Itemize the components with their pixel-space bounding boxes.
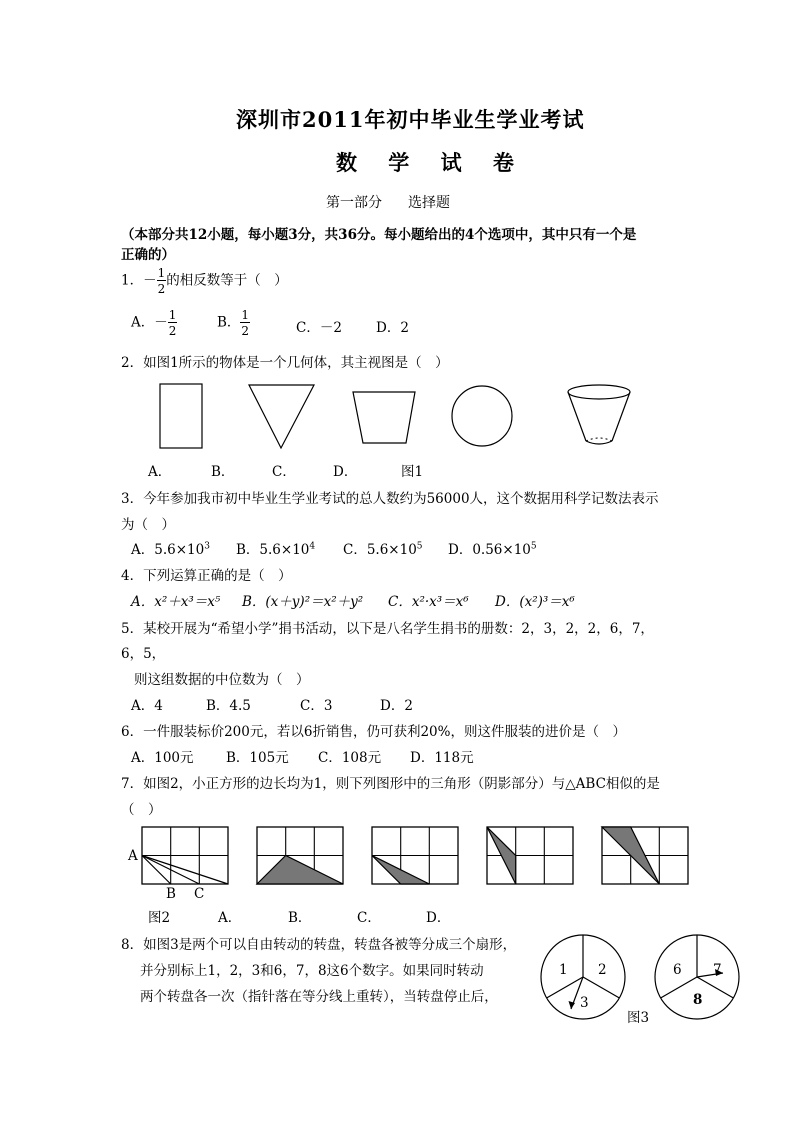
- q2-label-b: B．: [211, 464, 235, 480]
- q1-option-d: D．2: [376, 320, 409, 336]
- q1-opt-b-den: 2: [241, 324, 250, 338]
- q5-option-d: D．2: [380, 698, 413, 714]
- q1-opt-b-num: 1: [241, 308, 250, 322]
- q7-label-d: D．: [426, 910, 451, 926]
- part-type: 选择题: [408, 195, 450, 211]
- q3-opt-a-label: A．5.6×10: [131, 542, 205, 558]
- question-8-line1: 8．如图3是两个可以自由转动的转盘，转盘各被等分成三个扇形，: [121, 937, 517, 953]
- q6-option-b: B．105元: [226, 750, 289, 766]
- q4-option-b: B．(x＋y)²＝x²＋y²: [242, 594, 364, 610]
- q5-option-b: B．4.5: [206, 698, 251, 714]
- q6-option-c: C．108元: [318, 750, 382, 766]
- q1-opt-a-label: A．－: [131, 314, 168, 331]
- instructions-line1: （本部分共12小题，每小题3分，共36分。每小题给出的4个选项中，其中只有一个是: [121, 227, 637, 243]
- q7-point-b: B: [166, 886, 176, 902]
- q1-opt-a-den: 2: [168, 324, 177, 338]
- q7-figure-label: 图2: [148, 910, 171, 926]
- q1-minus: －: [143, 272, 157, 289]
- question-7-line1: 7．如图2，小正方形的边长均为1，则下列图形中的三角形（阴影部分）与△ABC相似的是: [121, 776, 660, 792]
- question-5-line1: 5．某校开展为“希望小学”捐书活动，以下是八名学生捐书的册数：2，3，2，2，6，7，: [121, 621, 654, 637]
- q5-option-a: A．4: [131, 698, 163, 714]
- q7-label-a: A．: [218, 910, 242, 926]
- q2-label-a: A．: [148, 464, 172, 480]
- instructions-line2: 正确的）: [121, 247, 175, 263]
- q5-option-c: C．3: [300, 698, 333, 714]
- question-5-line3: 则这组数据的中位数为（ ）: [134, 672, 310, 688]
- q3-opt-a-exp: 3: [204, 541, 210, 552]
- question-7-line2: （ ）: [121, 802, 162, 818]
- q1-text: 的相反数等于（ ）: [166, 272, 288, 289]
- q7-point-a: A: [128, 848, 138, 864]
- q6-option-d: D．118元: [410, 750, 474, 766]
- q3-opt-c-label: C．5.6×10: [343, 542, 417, 558]
- q3-opt-b-exp: 4: [309, 541, 316, 552]
- q4-option-a: A．x²＋x³＝x⁵: [131, 594, 221, 610]
- question-4: 4．下列运算正确的是（ ）: [121, 568, 292, 584]
- spinner-2-number-7: 7: [713, 962, 722, 978]
- question-8-line2: 并分别标上1，2，3和6，7，8这6个数字。如果同时转动: [140, 963, 484, 979]
- q3-opt-d-label: D．0.56×10: [448, 542, 531, 558]
- question-2: 2．如图1所示的物体是一个几何体，其主视图是（ ）: [121, 355, 449, 371]
- question-3-line2: 为（ ）: [121, 517, 175, 533]
- q8-figure-label: 图3: [627, 1010, 650, 1026]
- q7-label-b: B．: [288, 910, 312, 926]
- q7-point-c: C: [194, 886, 205, 902]
- part-name: 第一部分: [326, 195, 382, 211]
- q6-option-a: A．100元: [131, 750, 194, 766]
- exam-title: 深圳市2011年初中毕业生学业考试: [236, 107, 585, 132]
- q1-number: 1．: [121, 272, 144, 289]
- q1-opt-b-label: B．: [217, 314, 241, 331]
- q1-frac-den: 2: [157, 282, 166, 296]
- q2-figure-label: 图1: [401, 464, 424, 480]
- q1-opt-a-num: 1: [168, 308, 177, 322]
- spinner-1-number-3: 3: [580, 995, 589, 1011]
- question-3-line1: 3．今年参加我市初中毕业生学业考试的总人数约为56000人，这个数据用科学记数法表示: [121, 491, 659, 507]
- question-6: 6．一件服装标价200元，若以6折销售，仍可获利20%，则这件服装的进价是（ ）: [121, 724, 626, 740]
- q2-label-d: D．: [333, 464, 358, 480]
- q1-option-c: C．－2: [296, 320, 342, 336]
- q1-frac-num: 1: [157, 266, 166, 280]
- question-5-line2: 6，5，: [121, 646, 166, 662]
- spinner-2-number-6: 6: [673, 962, 682, 978]
- exam-subtitle: 数 学 试 卷: [336, 150, 526, 175]
- spinner-2-number-8: 8: [693, 992, 703, 1008]
- spinner-1-number-2: 2: [598, 962, 607, 978]
- q3-opt-b-label: B．5.6×10: [236, 542, 310, 558]
- q4-option-d: D．(x²)³＝x⁶: [495, 594, 575, 610]
- q7-label-c: C．: [357, 910, 381, 926]
- spinner-1-number-1: 1: [559, 962, 568, 978]
- q4-option-c: C．x²·x³＝x⁶: [388, 594, 469, 610]
- question-8-line3: 两个转盘各一次（指针落在等分线上重转），当转盘停止后，: [140, 989, 498, 1005]
- q2-label-c: C．: [272, 464, 296, 480]
- q3-opt-d-exp: 5: [530, 541, 537, 552]
- q3-opt-c-exp: 5: [416, 541, 423, 552]
